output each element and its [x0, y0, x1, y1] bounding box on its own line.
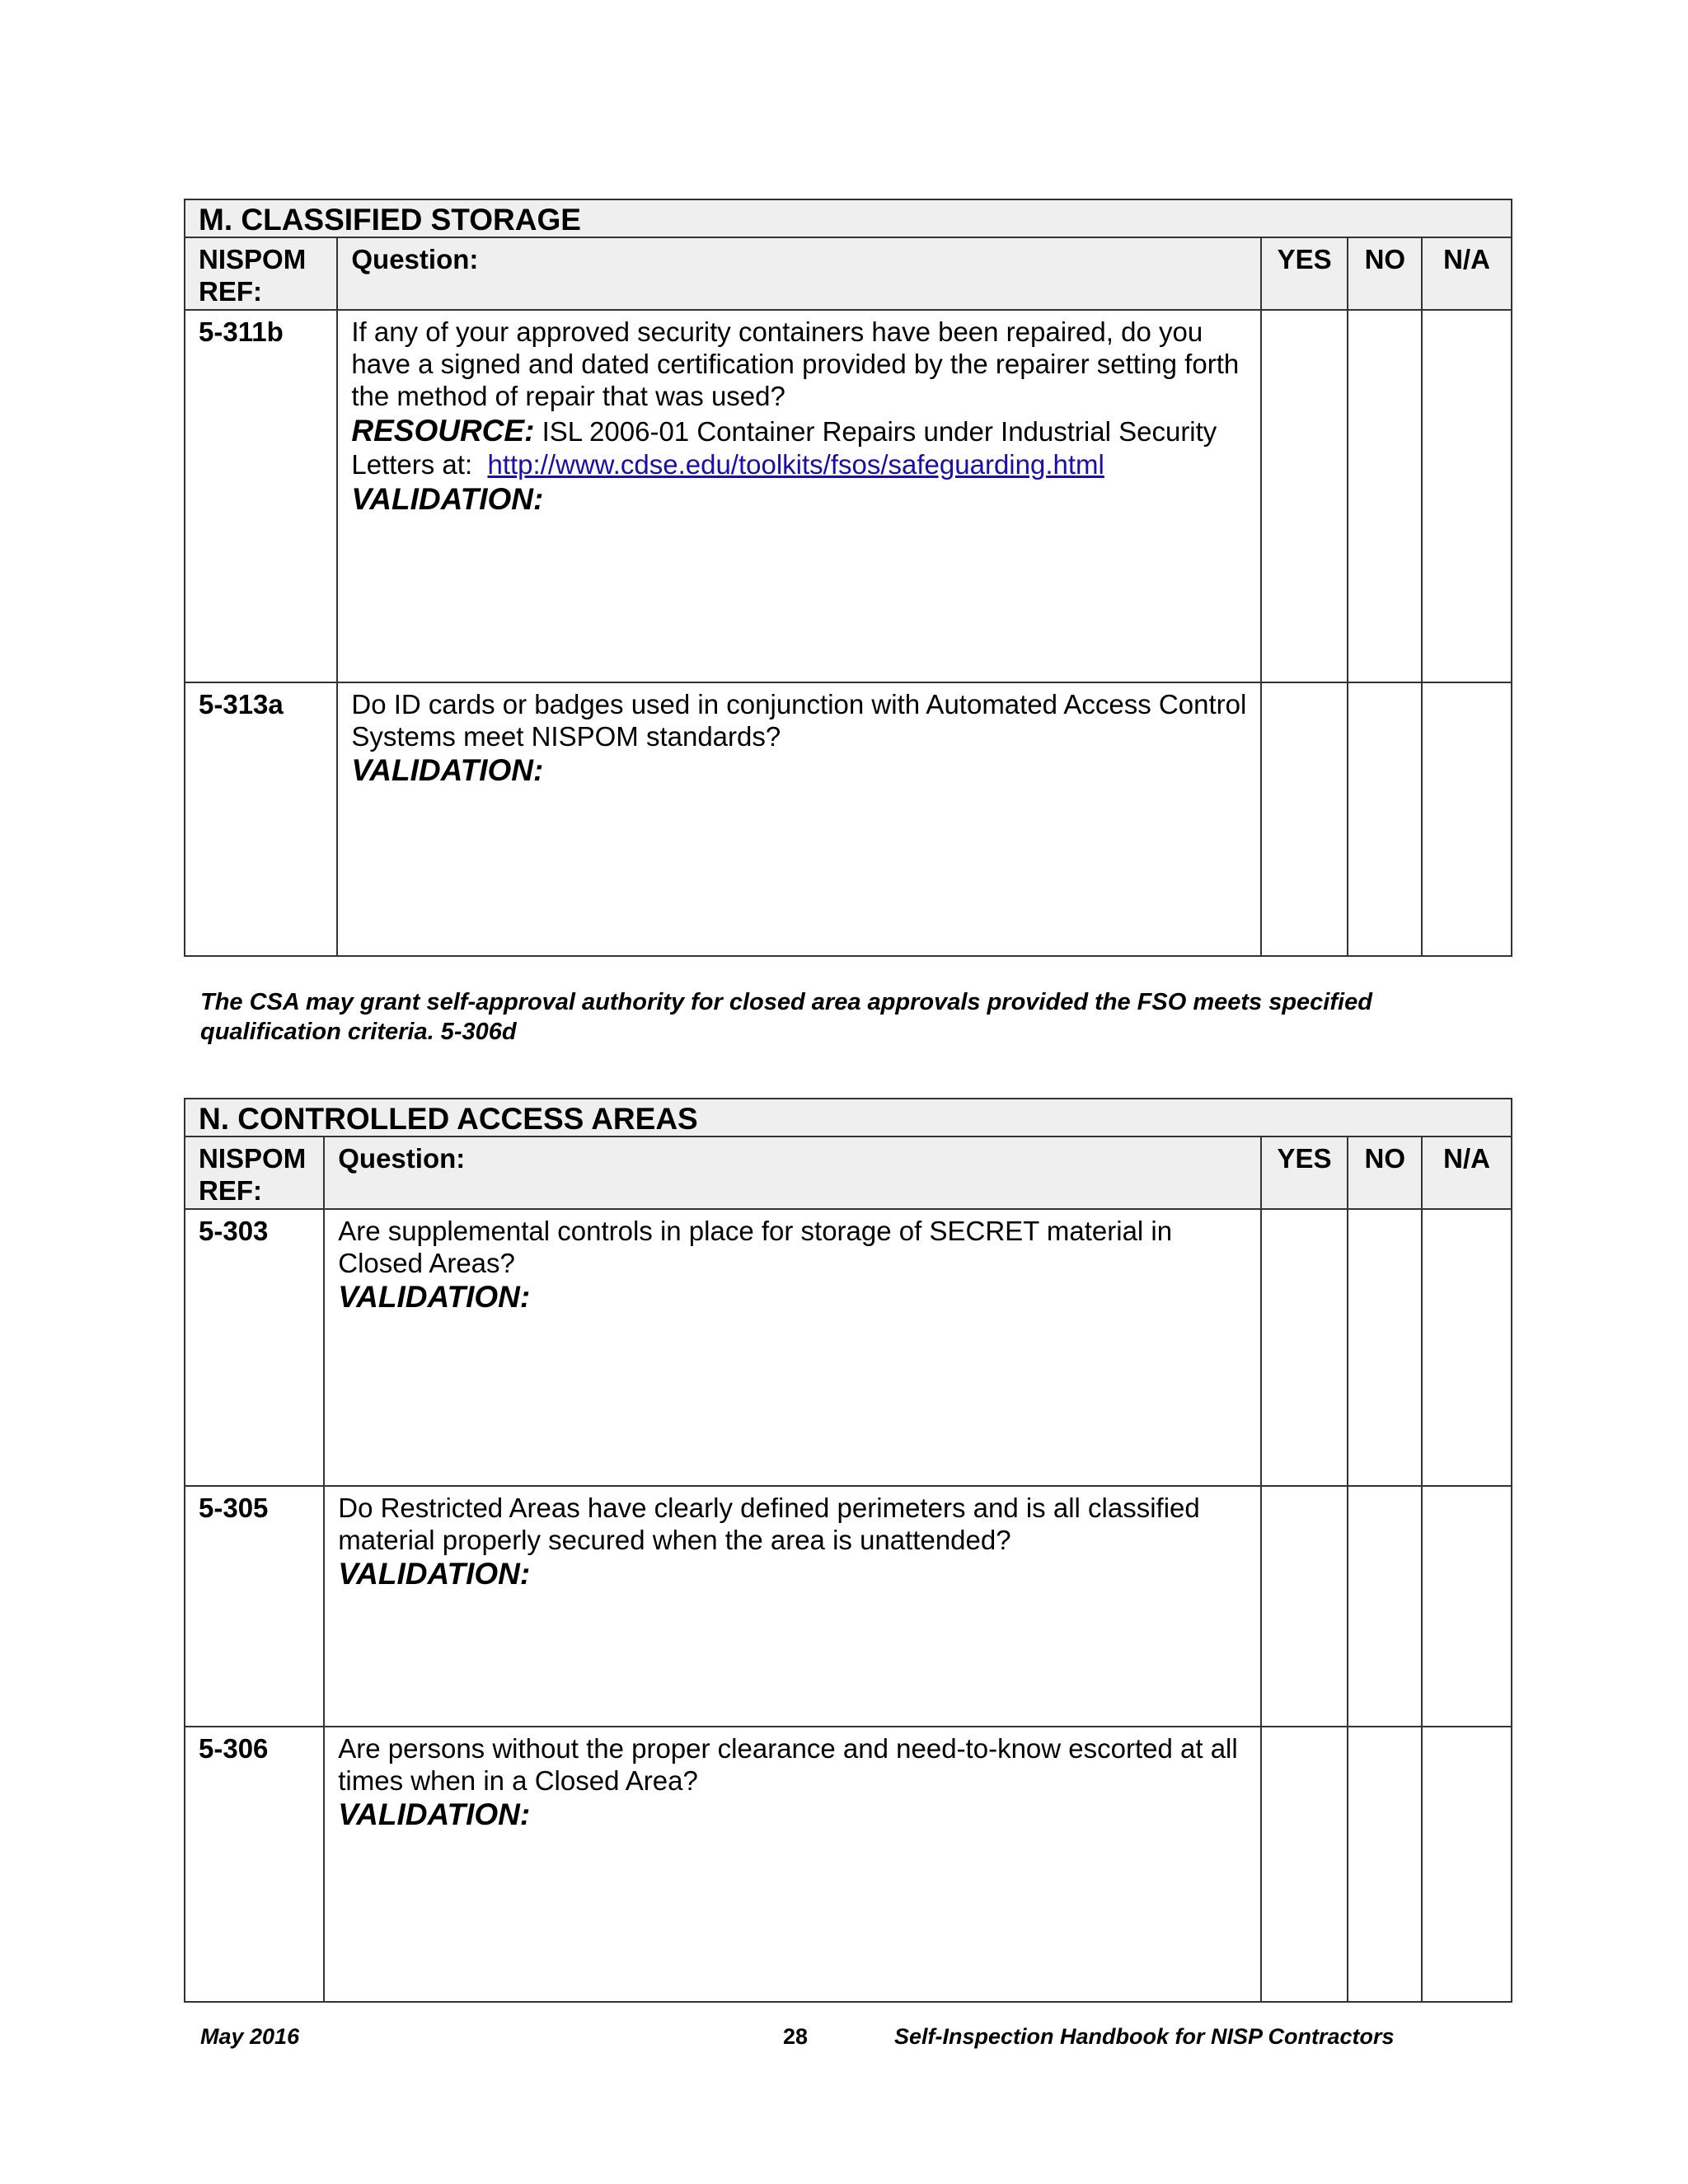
question-header: Question:	[337, 237, 1260, 310]
resource-line	[351, 415, 1246, 481]
no-header: NO	[1348, 237, 1422, 310]
controlled-access-table	[184, 1098, 1512, 2003]
yes-header: YES	[1261, 1137, 1348, 1209]
na-checkbox-cell[interactable]	[1422, 682, 1512, 956]
yes-header: YES	[1261, 237, 1348, 310]
validation-label: VALIDATION:	[338, 1280, 531, 1314]
nispom-ref: 5-306	[185, 1727, 324, 2002]
question-text: If any of your approved security containers have been repaired, do you have a signed and dated certification provided by the repairer setting forth the method of repair that was used?	[351, 316, 1240, 411]
question-text: Are persons without the proper clearance and need-to-know escorted at all times when in a Closed Area?	[338, 1733, 1238, 1796]
na-checkbox-cell[interactable]	[1422, 1727, 1512, 2002]
ref-header: NISPOM REF:	[185, 1137, 324, 1209]
na-checkbox-cell[interactable]	[1422, 310, 1512, 682]
footer-doc-title: Self-Inspection Handbook for NISP Contractors	[894, 2024, 1395, 2049]
nispom-ref: 5-313a	[185, 682, 337, 956]
table-row	[185, 310, 1512, 682]
na-header: N/A	[1422, 237, 1512, 310]
validation-label: VALIDATION:	[338, 1557, 531, 1591]
na-checkbox-cell[interactable]	[1422, 1209, 1512, 1486]
section-title: M. CLASSIFIED STORAGE	[185, 199, 1512, 237]
yes-checkbox-cell[interactable]	[1261, 1727, 1348, 2002]
nispom-ref: 5-305	[185, 1486, 324, 1727]
no-header: NO	[1348, 1137, 1422, 1209]
section-title: N. CONTROLLED ACCESS AREAS	[185, 1099, 1512, 1137]
page-number: 28	[783, 2024, 809, 2049]
validation-label: VALIDATION:	[351, 753, 544, 787]
yes-checkbox-cell[interactable]	[1261, 1209, 1348, 1486]
table-row	[185, 1727, 1512, 2002]
yes-checkbox-cell[interactable]	[1261, 310, 1348, 682]
table-row	[185, 682, 1512, 956]
resource-text: ISL 2006-01 Container Repairs under Industrial Security Letters at:	[351, 416, 1217, 480]
no-checkbox-cell[interactable]	[1348, 1727, 1422, 2002]
no-checkbox-cell[interactable]	[1348, 1209, 1422, 1486]
validation-label: VALIDATION:	[351, 482, 544, 516]
question-cell	[337, 310, 1260, 682]
no-checkbox-cell[interactable]	[1348, 1486, 1422, 1727]
table-row	[185, 1209, 1512, 1486]
footer-date: May 2016	[200, 2024, 300, 2049]
resource-label: RESOURCE:	[351, 414, 535, 448]
yes-checkbox-cell[interactable]	[1261, 682, 1348, 956]
question-header: Question:	[324, 1137, 1260, 1209]
question-text: Do Restricted Areas have clearly defined perimeters and is all classified material properly secured when the area is unattended?	[338, 1493, 1200, 1555]
na-header: N/A	[1422, 1137, 1512, 1209]
table-row	[185, 1486, 1512, 1727]
ref-header: NISPOM REF:	[185, 237, 337, 310]
no-checkbox-cell[interactable]	[1348, 310, 1422, 682]
yes-checkbox-cell[interactable]	[1261, 1486, 1348, 1727]
resource-link[interactable]: http://www.cdse.edu/toolkits/fsos/safeguarding.html	[487, 449, 1104, 480]
question-text: Are supplemental controls in place for storage of SECRET material in Closed Areas?	[338, 1216, 1173, 1278]
self-approval-note: The CSA may grant self-approval authority for closed area approvals provided the FSO meets specified qualification criteria. 5-306d	[200, 989, 1372, 1045]
question-cell	[324, 1209, 1260, 1486]
question-cell	[324, 1486, 1260, 1727]
question-text: Do ID cards or badges used in conjunction with Automated Access Control Systems meet NISPOM standards?	[351, 689, 1247, 752]
question-cell	[324, 1727, 1260, 2002]
validation-label: VALIDATION:	[338, 1797, 531, 1831]
classified-storage-table	[184, 199, 1512, 957]
no-checkbox-cell[interactable]	[1348, 682, 1422, 956]
nispom-ref: 5-303	[185, 1209, 324, 1486]
nispom-ref: 5-311b	[185, 310, 337, 682]
question-cell	[337, 682, 1260, 956]
na-checkbox-cell[interactable]	[1422, 1486, 1512, 1727]
